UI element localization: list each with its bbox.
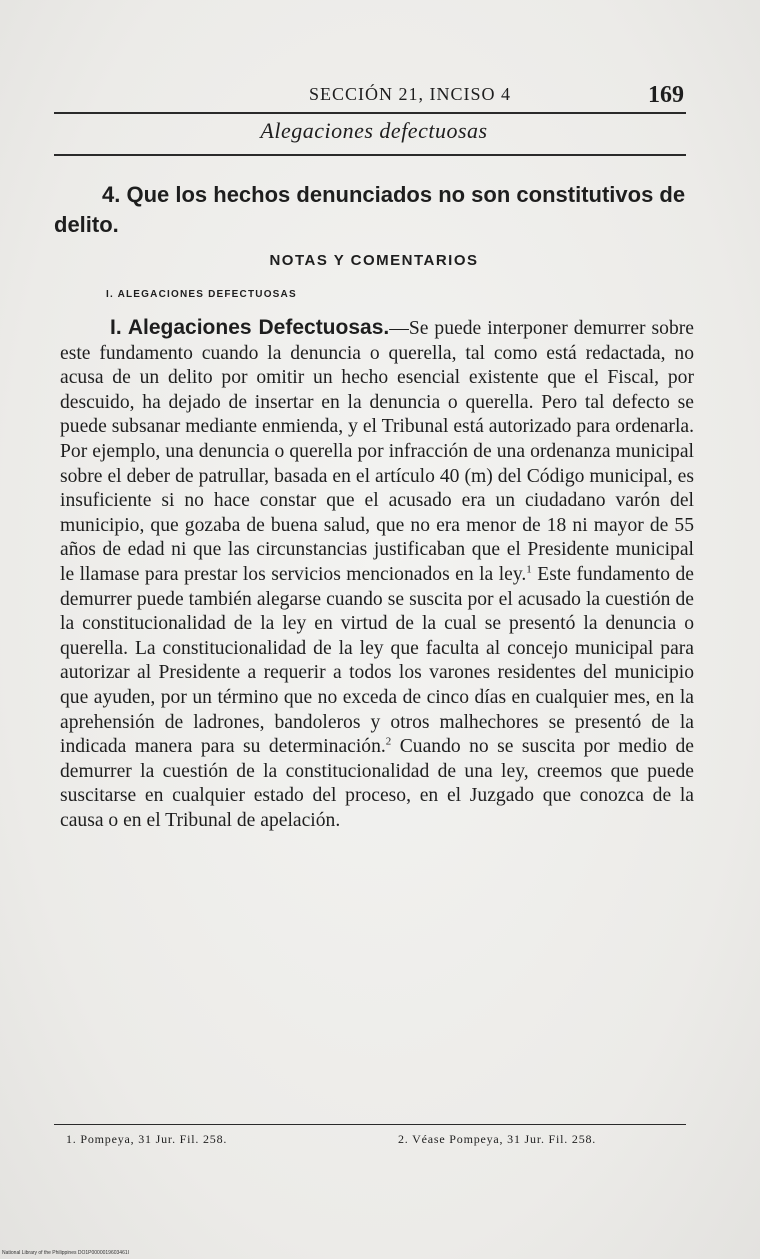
footnote-1: 1. Pompeya, 31 Jur. Fil. 258.: [66, 1132, 228, 1146]
section-heading: 4. Que los hechos denunciados no son constitutivos de delito.: [54, 182, 686, 237]
footnote-ref-2: 2: [385, 735, 392, 748]
body-paragraph: [60, 316, 694, 833]
page-number: 169: [648, 82, 684, 108]
footnote-ref-1: 1: [526, 563, 532, 576]
paragraph-text-2: Este fundamento de demurrer puede también alegarse cuando se suscita por el acusado la cuestión de la constitucionalidad de la ley en virtud de la cual se presentó la denuncia o querella. La constitucionalidad de la ley que faculta al concejo municipal para autorizar al Presidente a requerir a todos los varones residentes del municipio que ayuden, por un término que no exceda de cinco días en cualquier mes, en la aprehensión de ladrones, bandoleros y otros malhechores se presentó de la indicada manera para su determinación.: [60, 563, 694, 758]
paragraph-text-3: Cuando no se suscita por medio de demurrer la cuestión de la constitucionalidad de una ley, creemos que puede suscitarse en cualquier estado del proceso, en el Juzgado que conozca de la causa o en el Tribunal de apelación.: [60, 736, 694, 831]
library-imprint: National Library of the Philippines DO1P0000019603461I: [2, 1250, 130, 1256]
footnote-rule: [54, 1124, 686, 1125]
header-rule-bottom: [54, 154, 686, 156]
paragraph-lead: I. Alegaciones Defectuosas.: [110, 316, 390, 339]
running-title: Alegaciones defectuosas: [260, 118, 488, 143]
paragraph-text-1: —Se puede interponer demurrer sobre este fundamento cuando la denuncia o querella, tal como está redactada, no acusa de un delito por omitir un hecho esencial existente que el Fiscal, por descuido, ha dejado de insertar en la denuncia o querella. Pero tal defecto se puede subsanar mediante enmienda, y el Tribunal está autorizado para ordenarla. Por ejemplo, una denuncia o querella por infracción de una ordenanza municipal sobre el deber de patrullar, basada en el artículo 40 (m) del Código municipal, es insuficiente si no hace constar que el acusado era un ciudadano varón del municipio, que gozaba de buena salud, que no era menor de 18 ni mayor de 55 años de edad ni que las circunstancias justificaban que el Presidente municipal le llamase para prestar los servicios mencionados en la ley.: [60, 318, 694, 585]
footnote-2: 2. Véase Pompeya, 31 Jur. Fil. 258.: [398, 1132, 597, 1146]
section-reference: SECCIÓN 21, INCISO 4: [308, 84, 511, 104]
page-header: [60, 84, 688, 114]
notes-title: NOTAS Y COMENTARIOS: [269, 252, 479, 269]
notes-subheading: I. ALEGACIONES DEFECTUOSAS: [106, 289, 297, 300]
header-rule-top: [54, 112, 686, 114]
